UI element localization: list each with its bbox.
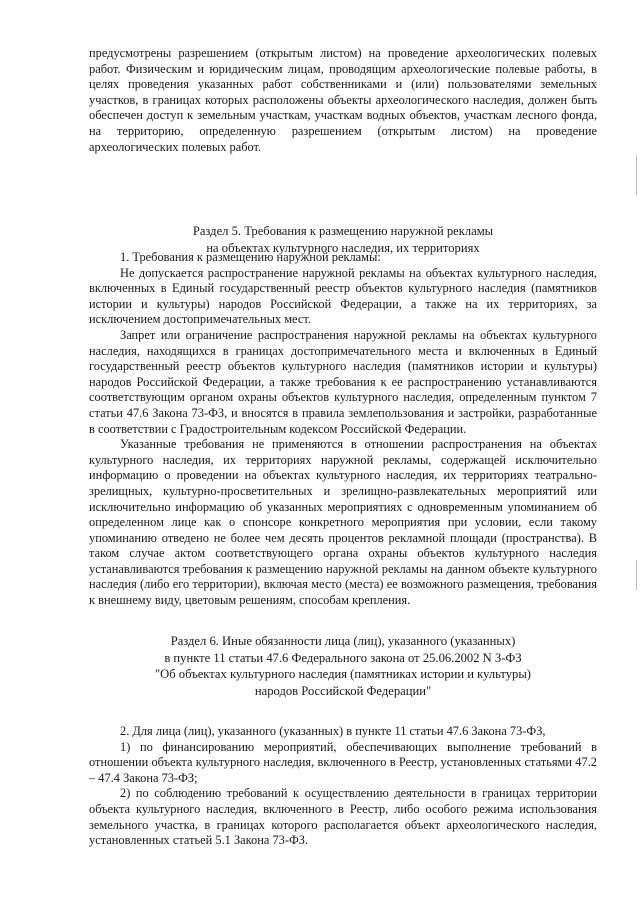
- intro-section: [89, 46, 597, 155]
- scan-edge-mark: [636, 155, 637, 195]
- section6-heading-line2: в пункте 11 статьи 47.6 Федерального закона от 25.06.2002 N 3-ФЗ: [164, 650, 522, 665]
- section6-heading-line4: народов Российской Федерации": [254, 683, 432, 698]
- item2-title: 2. Для лица (лиц), указанного (указанных) в пункте 11 статьи 47.6 Закона 73-ФЗ,: [120, 724, 546, 738]
- item1-title: 1. Требования к размещению наружной рекламы:: [120, 250, 381, 264]
- intro-paragraph: предусмотрены разрешением (открытым листом) на проведение археологических полевых работ. Физическим и юридическим лицам, проводящим археологические полевые работы, в целях проведения указанных работ собственниками и (или) пользователями земельных участков, в границах которых расположены объекты археологического наследия, должен быть обеспечен доступ к земельным участкам, участкам водных объектов, участкам лесного фонда, на территорию, определенную разрешением (открытым листом) на проведение археологических полевых работ.: [89, 46, 597, 154]
- section6-heading-line1: Раздел 6. Иные обязанности лица (лиц), указанного (указанных): [170, 634, 516, 648]
- section5-paragraph-3: Указанные требования не применяются в отношении распространения на объектах культурного наследия, их территориях наружной рекламы, содержащей исключительно информацию о проведении на объектах культурного наследия, их территориях театрально-зрелищных, культурно-просветительных и зрелищно-развлекательных мероприятий или исключительно информацию об указанных мероприятиях с одновременным упоминанием об определенном лице как о спонсоре конкретного мероприятия при условии, если такому упоминанию отведено не более чем десять процентов рекламной площади (пространства). В таком случае актом соответствующего органа охраны объектов культурного наследия устанавливаются требования к размещению наружной рекламы на данном объекте культурного наследия (либо его территории), включая место (места) ее возможного размещения, требования к внешнему виду, цветовым решениям, способам крепления.: [89, 437, 597, 608]
- scan-edge-mark: [636, 560, 637, 590]
- section5-paragraph-1: Не допускается распространение наружной рекламы на объектах культурного наследия, включенных в Единый государственный реестр объектов культурного наследия (памятников истории и культуры) народов Российской Федерации, а также на их территориях, за исключением достопримечательных мест.: [89, 265, 597, 327]
- section5-paragraph-2: Запрет или ограничение распространения наружной рекламы на объектах культурного наследия, находящихся в границах достопримечательного места и включенных в Единый государственный реестр объектов культурного наследия (памятников истории и культуры) народов Российской Федерации, а также требования к ее распространению устанавливаются соответствующим органом охраны объектов культурного наследия, определенным пунктом 7 статьи 47.6 Закона 73-ФЗ, и вносятся в правила землепользования и застройки, разработанные в соответствии с Градостроительным кодексом Российской Федерации.: [89, 327, 597, 436]
- section6-heading: [89, 633, 597, 699]
- section5-heading-line2: на объектах культурного наследия, их территориях: [206, 240, 480, 255]
- section6-heading-line3: "Об объектах культурного наследия (памятниках истории и культуры): [155, 667, 531, 681]
- section6-subitem-1: 1) по финансированию мероприятий, обеспечивающих выполнение требований в отношении объекта культурного наследия, включенного в Реестр, установленных статьями 47.2 – 47.4 Закона 73-ФЗ;: [89, 739, 597, 785]
- section6-subitem-2: 2) по соблюдению требований к осуществлению деятельности в границах территории объекта культурного наследия, включенного в Реестр, либо особого режима использования земельного участка, в границах которого располагается объект археологического наследия, установленных статьей 5.1 Закона 73-ФЗ.: [89, 786, 597, 848]
- section5-body: [89, 250, 597, 609]
- section6-body: [89, 724, 597, 849]
- section5-heading-line1: Раздел 5. Требования к размещению наружной рекламы: [192, 224, 494, 238]
